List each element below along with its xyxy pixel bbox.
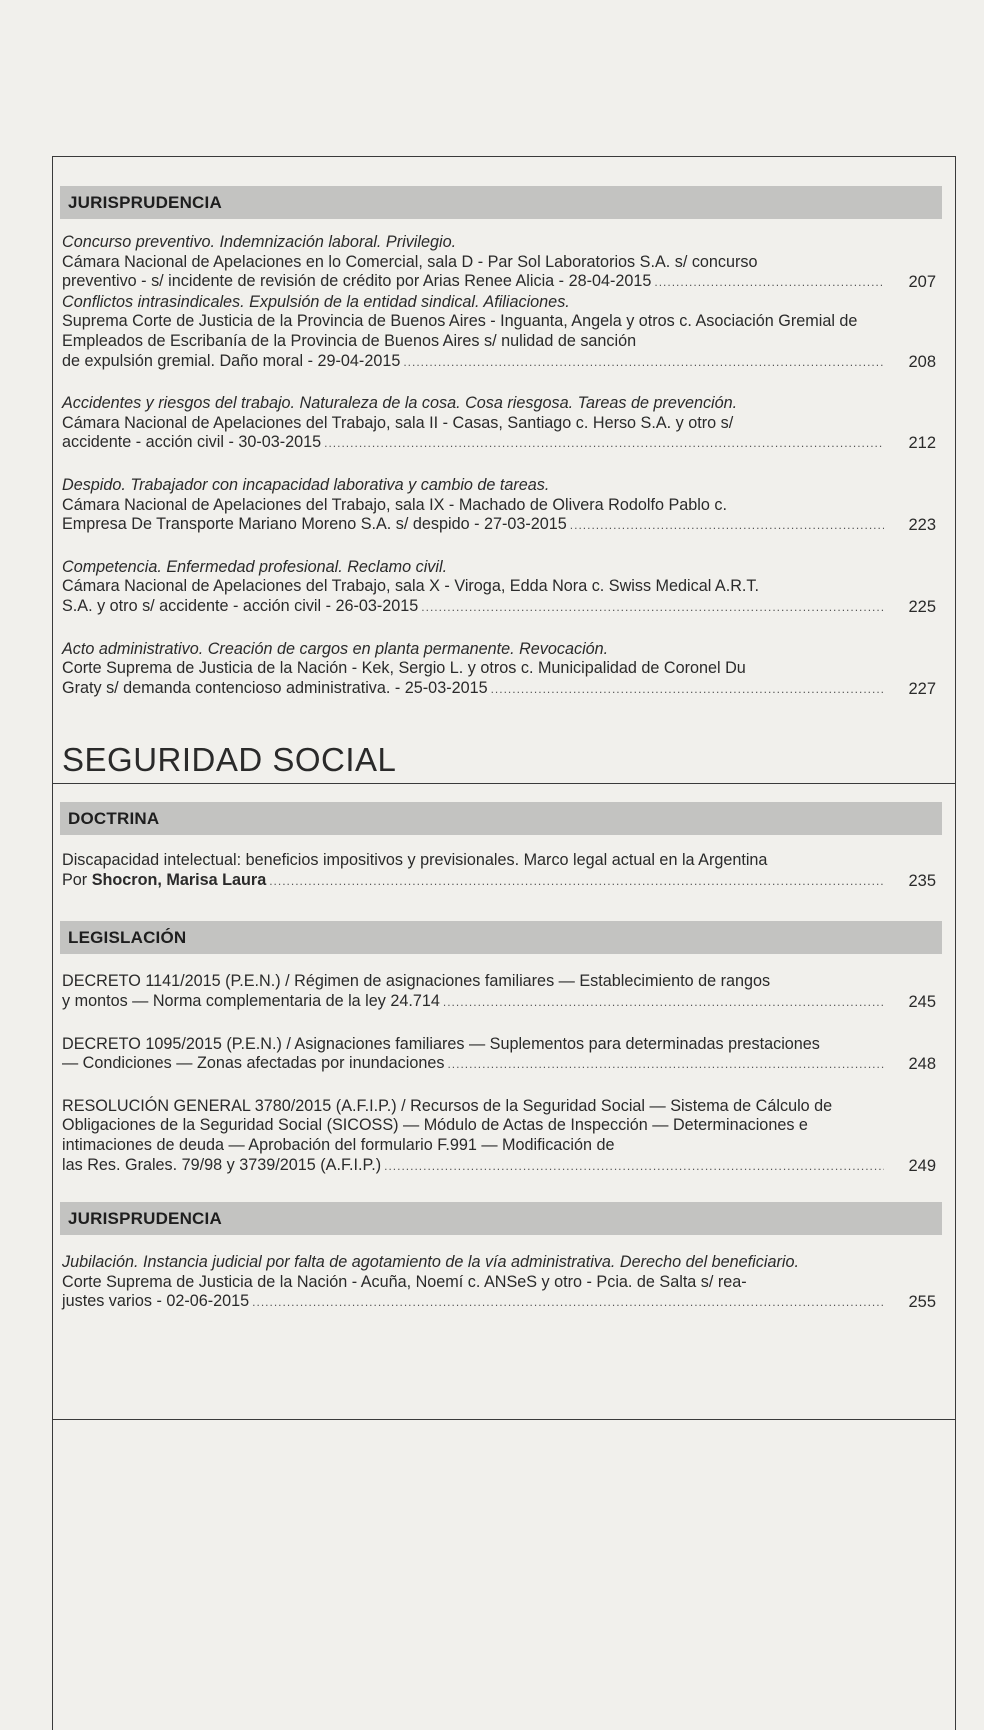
entry-body: DECRETO 1141/2015 (P.E.N.) / Régimen de asignaciones familiares — Establecimiento de rangos [62, 972, 771, 991]
section-bar-jurisprudencia-ss: JURISPRUDENCIA [60, 1202, 942, 1235]
entry-body: Suprema Corte de Justicia de la Provincia de Buenos Aires - Inguanta, Angela y otros c. Asociación Gremial de Empleados de Escribanía de la Provincia de Buenos Aires s/ nulidad de sanción [62, 312, 858, 350]
entry-last-text: las Res. Grales. 79/98 y 3739/2015 (A.F.I.P.) [62, 1155, 382, 1174]
index-entry [62, 640, 942, 700]
entry-page-number: 208 [908, 352, 936, 371]
index-entry [62, 233, 942, 293]
entry-body: Corte Suprema de Justicia de la Nación - Acuña, Noemí c. ANSeS y otro - Pcia. de Salta s/ rea- [62, 1272, 747, 1291]
index-entry [62, 558, 942, 618]
entry-body: Cámara Nacional de Apelaciones del Trabajo, sala X - Viroga, Edda Nora c. Swiss Medical A.R.T. [62, 577, 760, 596]
entry-last-line [62, 272, 884, 293]
index-entry [62, 1253, 942, 1313]
entry-page-number: 255 [908, 1293, 936, 1312]
index-entry [62, 1097, 942, 1176]
entry-last-text: accidente - acción civil - 30-03-2015 [62, 433, 322, 452]
entry-last-text: preventivo - s/ incidente de revisión de crédito por Arias Renee Alicia - 28-04-2015 [62, 272, 652, 291]
section-title-seguridad-social: SEGURIDAD SOCIAL [62, 741, 397, 779]
leader-dots [403, 353, 884, 373]
entry-last-line [62, 352, 884, 373]
entry-by: Por [62, 870, 88, 889]
index-entry [62, 972, 942, 1012]
index-entry [62, 293, 942, 372]
entry-last-line [62, 679, 884, 700]
leader-dots [654, 273, 884, 293]
section-bar-jurisprudencia: JURISPRUDENCIA [60, 186, 942, 219]
entry-page-number: 235 [908, 871, 936, 890]
entry-page-number: 248 [908, 1055, 936, 1074]
entry-last-text: — Condiciones — Zonas afectadas por inundaciones [62, 1054, 445, 1073]
entry-last-text: Graty s/ demanda contencioso administrativa. - 25-03-2015 [62, 678, 488, 697]
entry-body: Cámara Nacional de Apelaciones del Trabajo, sala IX - Machado de Olivera Rodolfo Pablo c. [62, 495, 727, 514]
entry-last-line [62, 515, 884, 536]
entry-topic: Competencia. Enfermedad profesional. Reclamo civil. [62, 557, 448, 576]
entry-topic: Concurso preventivo. Indemnización laboral. Privilegio. [62, 233, 457, 251]
entry-last-line [62, 433, 884, 454]
entry-page-number: 249 [908, 1156, 936, 1175]
leader-dots [324, 434, 884, 454]
leader-dots [570, 516, 884, 536]
entry-last-line [62, 1054, 884, 1075]
entry-author-line [62, 871, 266, 891]
entry-last-text: justes varios - 02-06-2015 [62, 1292, 250, 1311]
index-entry [62, 394, 942, 454]
entry-last-text: y montos — Norma complementaria de la ley 24.714 [62, 992, 440, 1011]
index-entry [62, 1035, 942, 1075]
section-bar-doctrina: DOCTRINA [60, 802, 942, 835]
entry-topic: Accidentes y riesgos del trabajo. Naturaleza de la cosa. Cosa riesgosa. Tareas de prevención. [62, 394, 738, 413]
leader-dots [421, 598, 884, 618]
leader-dots [491, 680, 884, 700]
entry-last-text: de expulsión gremial. Daño moral - 29-04-2015 [62, 351, 401, 370]
leader-dots [443, 993, 884, 1013]
section-bar-legislacion: LEGISLACIÓN [60, 921, 942, 954]
entry-body: Cámara Nacional de Apelaciones del Trabajo, sala II - Casas, Santiago c. Herso S.A. y otro s/ [62, 413, 734, 432]
entry-topic: Conflictos intrasindicales. Expulsión de la entidad sindical. Afiliaciones. [62, 292, 570, 311]
entry-page-number: 245 [908, 993, 936, 1012]
entry-last-line [62, 597, 884, 618]
entry-last-line [62, 1292, 884, 1313]
entry-topic: Acto administrativo. Creación de cargos en planta permanente. Revocación. [62, 639, 609, 658]
leader-dots [252, 1293, 884, 1313]
entry-last-text: S.A. y otro s/ accidente - acción civil - 26-03-2015 [62, 596, 419, 615]
entry-body: Discapacidad intelectual: beneficios impositivos y previsionales. Marco legal actual en la Argentina [62, 851, 768, 870]
index-entry [62, 851, 942, 891]
entry-page-number: 223 [908, 516, 936, 535]
entry-last-text: Empresa De Transporte Mariano Moreno S.A. s/ despido - 27-03-2015 [62, 515, 567, 534]
entry-topic: Despido. Trabajador con incapacidad laborativa y cambio de tareas. [62, 475, 550, 494]
entry-body: DECRETO 1095/2015 (P.E.N.) / Asignaciones familiares — Suplementos para determinadas prestaciones [62, 1034, 820, 1053]
entry-body: RESOLUCIÓN GENERAL 3780/2015 (A.F.I.P.) / Recursos de la Seguridad Social — Sistema de Cálculo de Obligaciones de la Seguridad Social (SICOSS) — Módulo de Actas de Inspección — Determinaciones e intimaciones de deuda — Aprobación del formulario F.991 — Modificación de [62, 1096, 833, 1155]
leader-dots [447, 1055, 884, 1075]
entry-last-line [62, 1156, 884, 1177]
entry-body: Corte Suprema de Justicia de la Nación - Kek, Sergio L. y otros c. Municipalidad de Coronel Du [62, 659, 746, 678]
page-frame-bottom [52, 1419, 956, 1420]
index-content [62, 186, 942, 1313]
entry-page-number: 227 [908, 679, 936, 698]
entry-last-line [62, 992, 884, 1013]
entry-page-number: 212 [908, 434, 936, 453]
leader-dots [269, 872, 884, 892]
index-entry [62, 476, 942, 536]
entry-author: Shocron, Marisa Laura [91, 870, 267, 889]
entry-body: Cámara Nacional de Apelaciones en lo Comercial, sala D - Par Sol Laboratorios S.A. s/ concurso [62, 252, 758, 271]
leader-dots [384, 1157, 884, 1177]
entry-page-number: 225 [908, 597, 936, 616]
entry-topic: Jubilación. Instancia judicial por falta de agotamiento de la vía administrativa. Derecho del beneficiario. [62, 1253, 799, 1272]
entry-last-line [62, 871, 884, 892]
entry-page-number: 207 [908, 273, 936, 292]
